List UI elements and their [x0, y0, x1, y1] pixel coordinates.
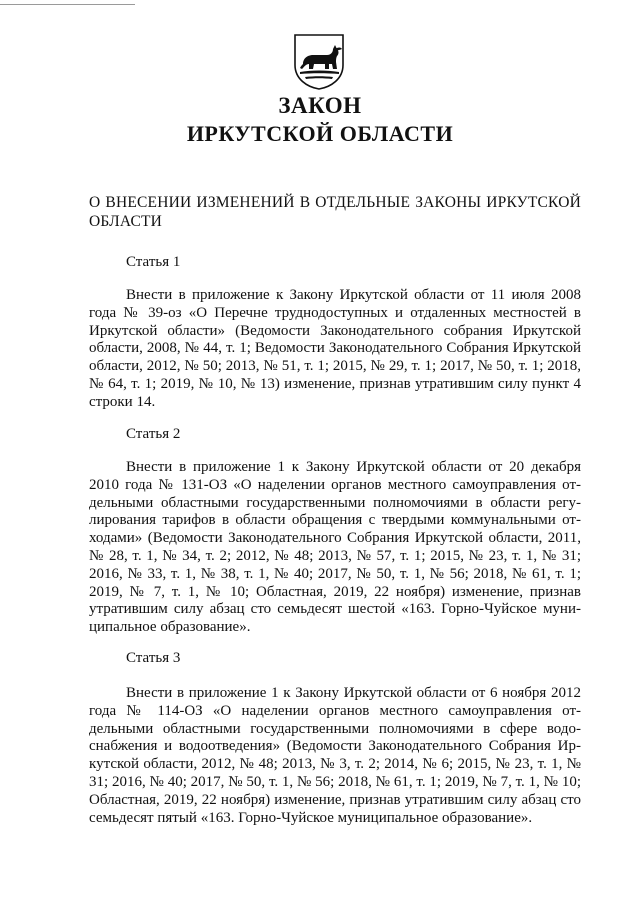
irkutsk-coat-of-arms-icon	[289, 31, 349, 91]
article-3-text: Внести в приложение 1 к Закону Иркутской области от 6 ноября 2012 года № 114-ОЗ «О наделении органов местного самоуправления отдельными областными государственными полномочиями в сфере водоснабжения и водоотведения» (Ведомости Законодательного Собрания Иркутской области, 2012, № 48; 2013, № 3, т. 2; 2014, № 6; 2015, № 23, т. 1, № 31; 2016, № 40; 2017, № 50, т. 1, № 56; 2018, № 61, т. 1; 2019, № 7, т. 1, № 10; Областная, 2019, 22 ноября) изменение, признав утратившим силу абзац сто семьдесят пятый «163. Горно-Чуйское муниципальное образование».	[89, 685, 581, 826]
article-2-text: Внести в приложение 1 к Закону Иркутской области от 20 декабря 2010 года № 131-ОЗ «О наделении органов местного самоуправления отдельными областными государственными полномочиями в области регулирования тарифов в области обращения с твердыми коммунальными отходами» (Ведомости Законодательного Собрания Иркутской области, 2011, № 28, т. 1, № 34, т. 2; 2012, № 48; 2013, № 57, т. 1; 2015, № 23, т. 1, № 31; 2016, № 33, т. 1, № 38, т. 1, № 40; 2017, № 50, т. 1, № 56; 2018, № 61, т. 1; 2019, № 7, т. 1, № 10; Областная, 2019, 22 ноября) изменение, признав утратившим силу абзац сто семьдесят шестой «163. Горно-Чуйское муниципальное образование».	[89, 459, 581, 636]
document-region: ИРКУТСКОЙ ОБЛАСТИ	[186, 121, 454, 146]
law-subtitle: О ВНЕСЕНИИ ИЗМЕНЕНИЙ В ОТДЕЛЬНЫЕ ЗАКОНЫ ИРКУТСКОЙ ОБЛАСТИ	[89, 194, 581, 230]
article-3-heading: Статья 3	[126, 650, 181, 666]
document-title: ЗАКОН	[278, 93, 362, 118]
top-rule	[0, 4, 135, 5]
article-1-text: Внести в приложение к Закону Иркутской области от 11 июля 2008 года № 39-оз «О Перечне труднодоступных и отдаленных местностей в Иркутской области» (Ведомости Законодательного собрания Иркутской области, 2008, № 44, т. 1; Ведомости Законодательного Собрания Иркутской области, 2012, № 50; 2013, № 51, т. 1; 2015, № 29, т. 1; 2017, № 50, т. 1; 2018, № 64, т. 1; 2019, № 10, № 13) изменение, признав утратившим силу пункт 4 строки 14.	[89, 287, 581, 410]
article-1-heading: Статья 1	[126, 254, 181, 270]
article-2-heading: Статья 2	[126, 426, 181, 442]
